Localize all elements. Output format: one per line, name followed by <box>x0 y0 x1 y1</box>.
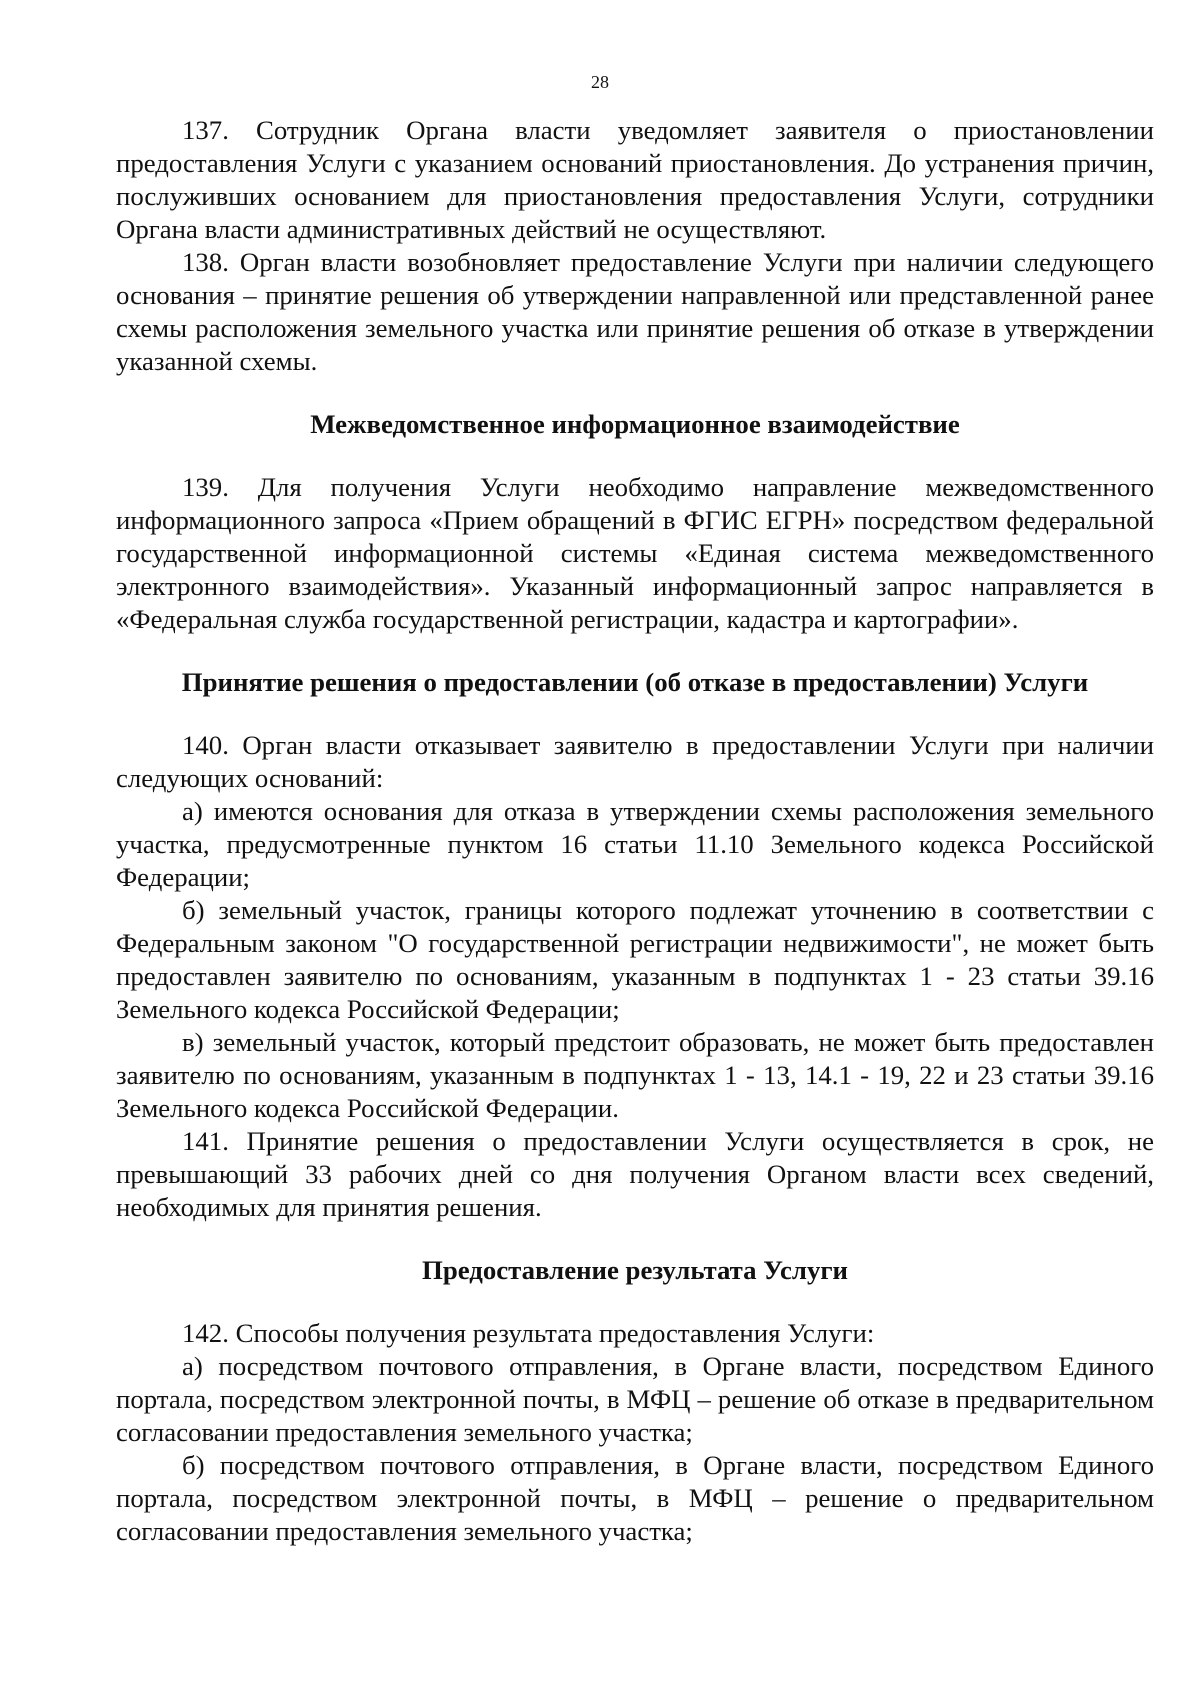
heading-result: Предоставление результата Услуги <box>422 1255 848 1285</box>
document-body <box>116 114 1154 1548</box>
paragraph-140-a: а) имеются основания для отказа в утверждении схемы расположения земельного участка, предусмотренные пунктом 16 статьи 11.10 Земельного кодекса Российской Федерации; <box>116 796 1154 892</box>
paragraph-139: 139. Для получения Услуги необходимо направление межведомственного информационного запроса «Прием обращений в ФГИС ЕГРН» посредством федеральной государственной информационной системы «Единая система межведомственного электронного взаимодействия». Указанный информационный запрос направляется в «Федеральная служба государственной регистрации, кадастра и картографии». <box>116 472 1154 634</box>
paragraph-142: 142. Способы получения результата предоставления Услуги: <box>182 1318 875 1348</box>
paragraph-142-b: б) посредством почтового отправления, в Органе власти, посредством Единого портала, посредством электронной почты, в МФЦ – решение о предварительном согласовании предоставления земельного участка; <box>116 1450 1154 1546</box>
paragraph-142-a: а) посредством почтового отправления, в Органе власти, посредством Единого портала, посредством электронной почты, в МФЦ – решение об отказе в предварительном согласовании предоставления земельного участка; <box>116 1351 1154 1447</box>
heading-interagency-interaction: Межведомственное информационное взаимодействие <box>310 409 960 439</box>
page-number: 28 <box>591 72 609 92</box>
paragraph-140: 140. Орган власти отказывает заявителю в предоставлении Услуги при наличии следующих оснований: <box>116 730 1154 793</box>
paragraph-140-v: в) земельный участок, который предстоит образовать, не может быть предоставлен заявителю по основаниям, указанным в подпунктах 1 - 13, 14.1 - 19, 22 и 23 статьи 39.16 Земельного кодекса Российской Федерации. <box>116 1027 1154 1123</box>
paragraph-137: 137. Сотрудник Органа власти уведомляет заявителя о приостановлении предоставления Услуги с указанием оснований приостановления. До устранения причин, послуживших основанием для приостановления предоставления Услуги, сотрудники Органа власти административных действий не осуществляют. <box>116 115 1154 244</box>
paragraph-140-b: б) земельный участок, границы которого подлежат уточнению в соответствии с Федеральным законом "О государственной регистрации недвижимости", не может быть предоставлен заявителю по основаниям, указанным в подпунктах 1 - 23 статьи 39.16 Земельного кодекса Российской Федерации; <box>116 895 1154 1024</box>
heading-decision: Принятие решения о предоставлении (об отказе в предоставлении) Услуги <box>181 667 1089 697</box>
paragraph-138: 138. Орган власти возобновляет предоставление Услуги при наличии следующего основания – принятие решения об утверждении направленной или представленной ранее схемы расположения земельного участка или принятие решения об отказе в утверждении указанной схемы. <box>116 247 1154 376</box>
paragraph-141: 141. Принятие решения о предоставлении Услуги осуществляется в срок, не превышающий 33 рабочих дней со дня получения Органом власти всех сведений, необходимых для принятия решения. <box>116 1126 1154 1222</box>
